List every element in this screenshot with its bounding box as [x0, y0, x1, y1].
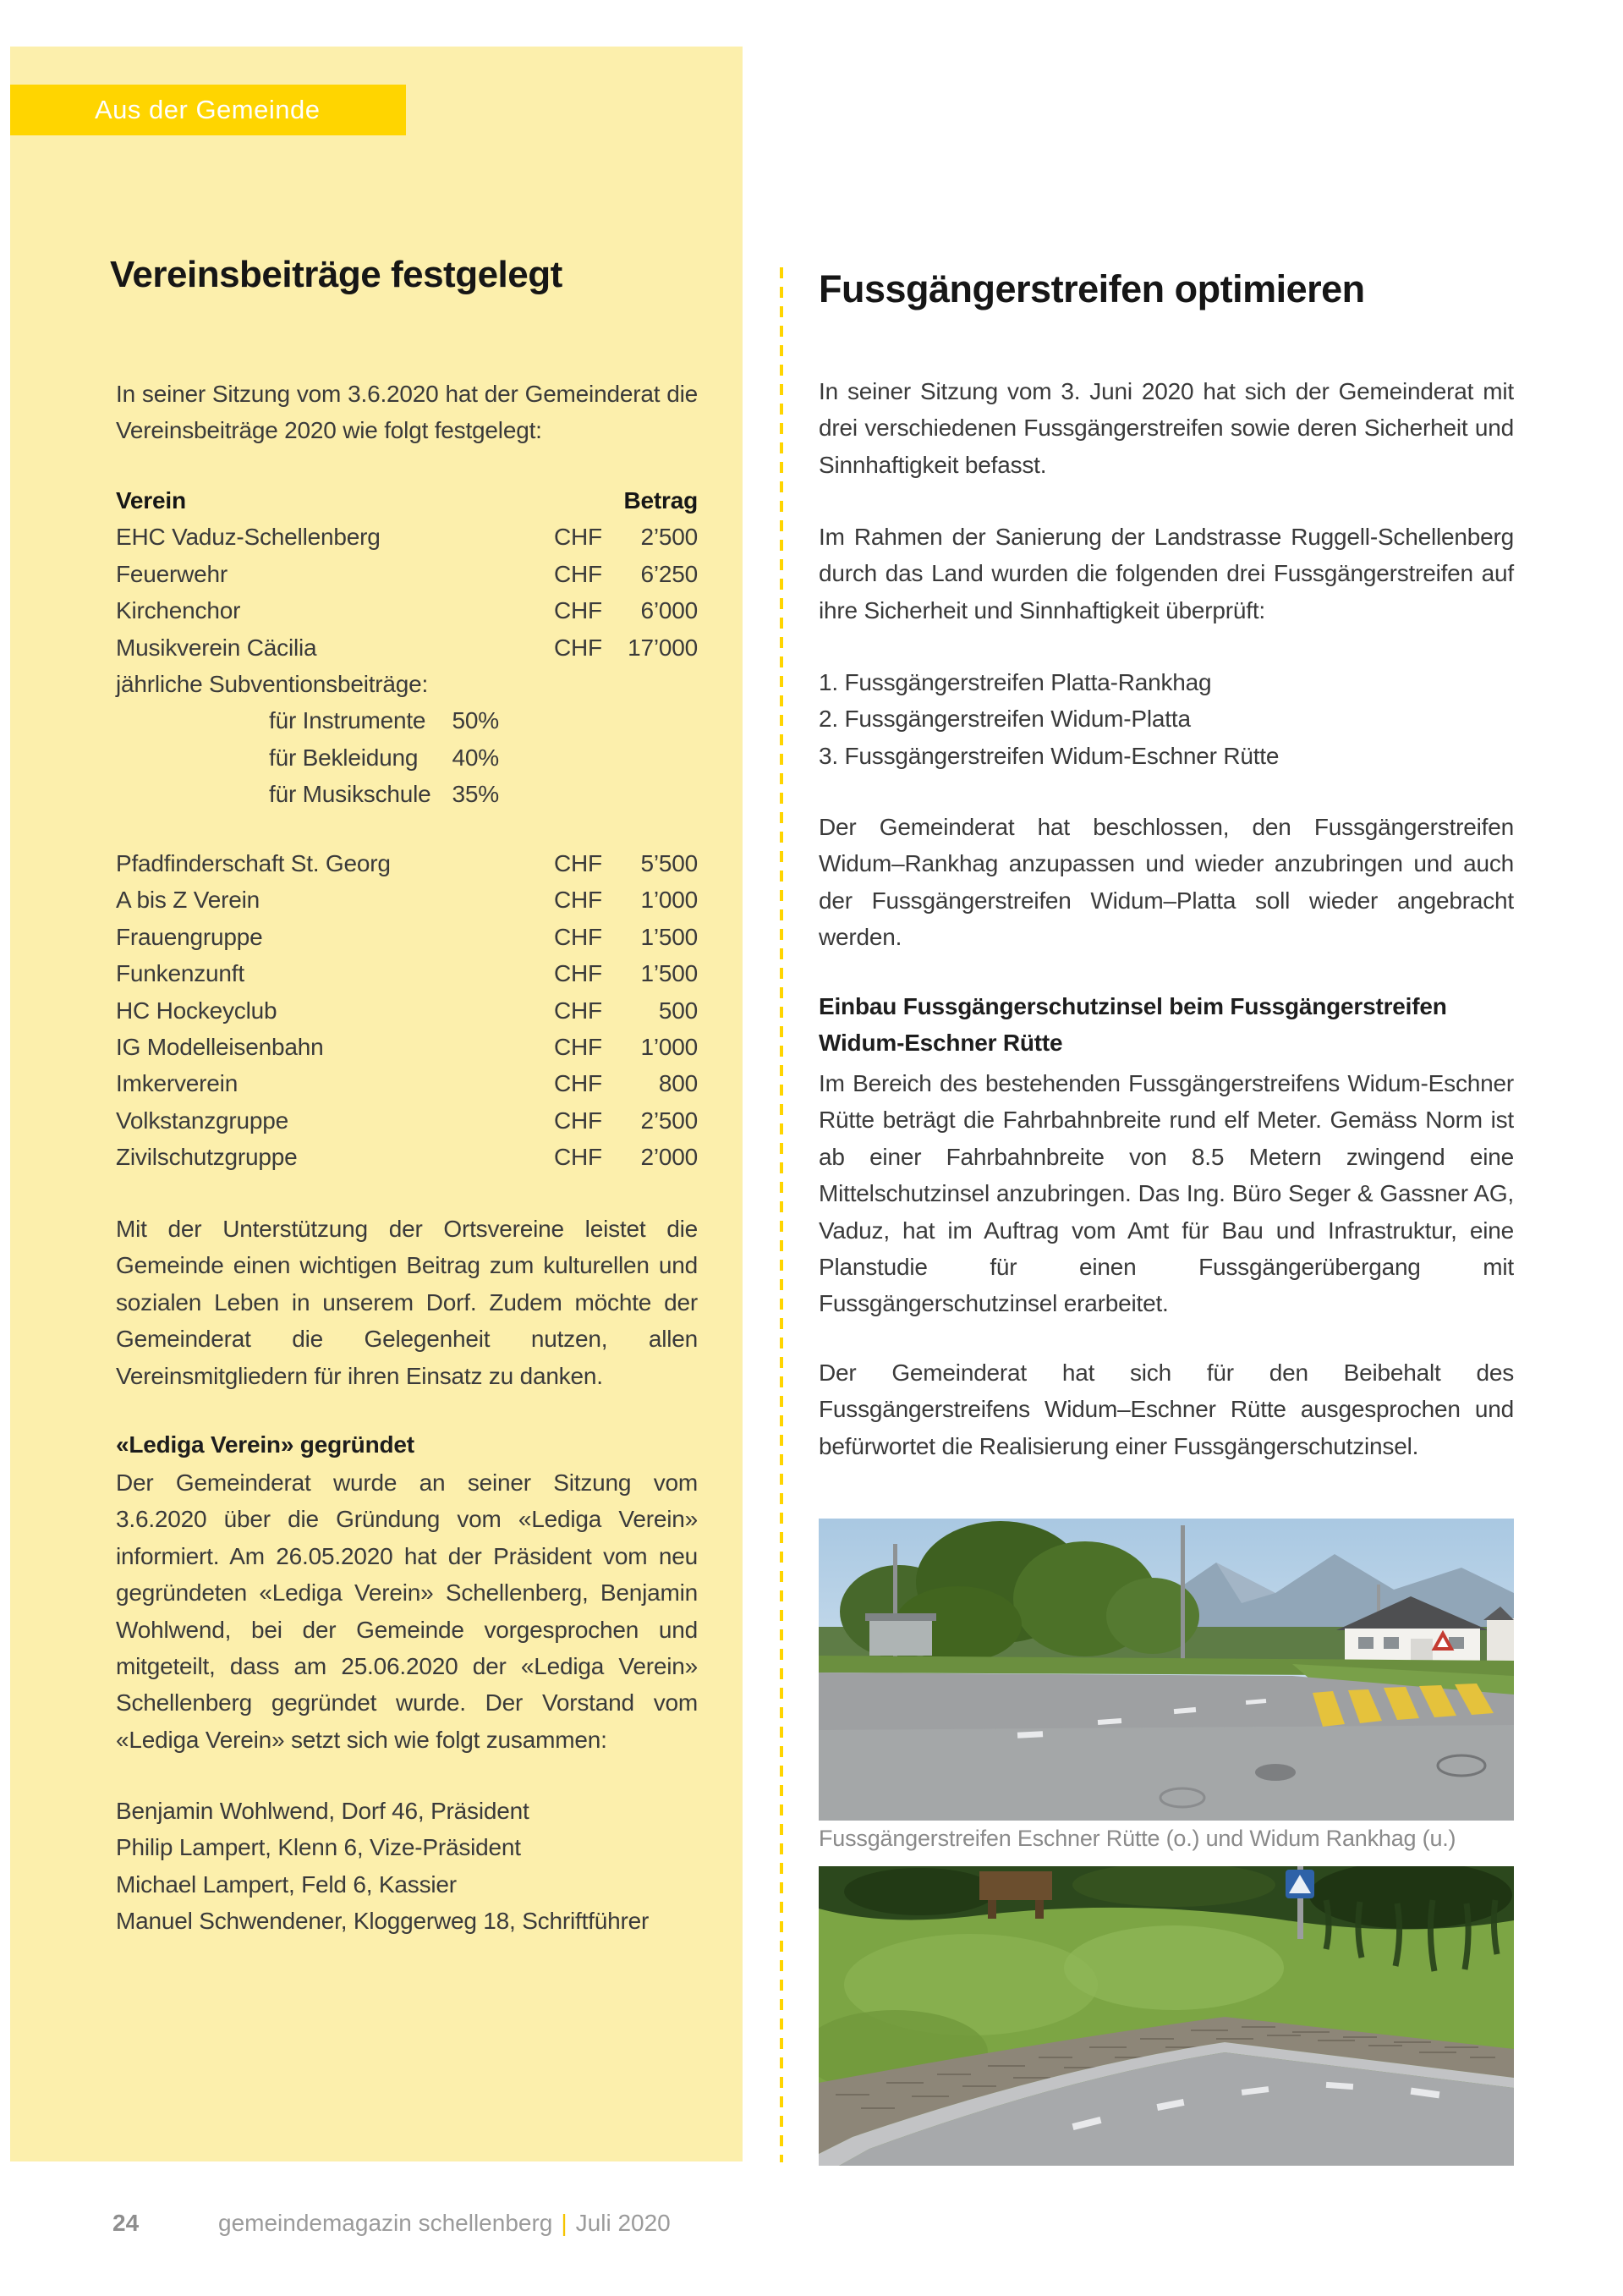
table-header-betrag: Betrag — [623, 487, 698, 514]
row-name: Pfadfinderschaft St. Georg — [116, 850, 391, 876]
subvention-name: für Musikschule — [269, 781, 431, 808]
row-currency: CHF — [554, 1107, 602, 1134]
row-name: Frauengruppe — [116, 923, 263, 950]
row-amount: 500 — [658, 997, 698, 1024]
page-number: 24 — [112, 2210, 140, 2236]
paragraph: Im Rahmen der Sanierung der Landstrasse Ruggell-Schellenberg durch das Land wurden die folgenden drei Fussgängerstreifen auf ihre Sicherheit und Sinnhaftigkeit überprüft: — [819, 524, 1514, 623]
row-currency: CHF — [554, 960, 602, 987]
board-member: Michael Lampert, Feld 6, Kassier — [116, 1870, 457, 1898]
row-amount: 1’000 — [640, 1034, 698, 1061]
row-currency: CHF — [554, 597, 602, 624]
row-currency: CHF — [554, 1144, 602, 1171]
row-name: A bis Z Verein — [116, 887, 260, 914]
row-amount: 2’500 — [640, 524, 698, 551]
subheading: Einbau Fussgängerschutzinsel beim Fussgängerstreifen Widum-Eschner Rütte — [819, 993, 1447, 1057]
row-name: EHC Vaduz-Schellenberg — [116, 524, 381, 551]
row-currency: CHF — [554, 923, 602, 950]
column-divider-dashed — [780, 267, 783, 2162]
list-item: 2. Fussgängerstreifen Widum-Platta — [819, 706, 1191, 733]
row-amount: 6’250 — [640, 560, 698, 587]
footer-issue: Juli 2020 — [575, 2210, 671, 2236]
subvention-row — [269, 702, 499, 739]
subvention-name: für Bekleidung — [269, 744, 419, 771]
row-name: Kirchenchor — [116, 597, 241, 624]
footer-separator: | — [561, 2210, 568, 2236]
paragraph: Der Gemeinderat hat beschlossen, den Fussgängerstreifen Widum–Rankhag anzupassen und wieder anzubringen und auch der Fussgängerstreifen Widum–Platta soll wieder angebracht werden. — [819, 814, 1514, 951]
row-amount: 5’500 — [640, 850, 698, 876]
footer — [218, 2210, 671, 2237]
table-row — [116, 519, 698, 555]
row-amount: 2’500 — [640, 1107, 698, 1134]
row-name: HC Hockeyclub — [116, 997, 277, 1024]
table-header-row — [116, 482, 698, 519]
paragraph: Der Gemeinderat hat sich für den Beibehalt des Fussgängerstreifens Widum–Eschner Rütte ausgesprochen und befürwortet die Realisierung einer Fussgängerschutzinsel. — [819, 1359, 1514, 1459]
photo-eschner-ruette-illustration — [819, 1519, 1514, 1821]
row-currency: CHF — [554, 524, 602, 551]
table-row — [116, 1065, 698, 1101]
footer-magazine: gemeindemagazin schellenberg — [218, 2210, 553, 2236]
table-header-verein: Verein — [116, 487, 186, 514]
table-row — [116, 955, 698, 991]
contributions-table — [116, 482, 698, 813]
paragraph: In seiner Sitzung vom 3. Juni 2020 hat sich der Gemeinderat mit drei verschiedenen Fussgängerstreifen sowie deren Sicherheit und Sinnhaftigkeit befasst. — [819, 378, 1514, 478]
row-name: Imkerverein — [116, 1070, 239, 1097]
contributions-table-continued — [116, 845, 698, 1176]
row-name: Musikverein Cäcilia — [116, 634, 317, 661]
row-name: Funkenzunft — [116, 960, 244, 987]
board-member: Benjamin Wohlwend, Dorf 46, Präsident — [116, 1798, 529, 1824]
board-list — [116, 1793, 698, 1940]
lediga-paragraph: Der Gemeinderat wurde an seiner Sitzung vom 3.6.2020 über die Gründung vom «Lediga Verein» informiert. Am 26.05.2020 hat der Präsident vom neu gegründeten «Lediga Verein» Schellenberg, Benjamin Wohlwend, bei der Gemeinde vorgesprochen und mitgeteilt, dass am 25.06.2020 der «Lediga Verein» Schellenberg gegründet wurde. Der Vorstand vom «Lediga Verein» setzt sich wie folgt zusammen: — [116, 1469, 698, 1753]
board-member: Manuel Schwendener, Kloggerweg 18, Schriftführer — [116, 1908, 650, 1935]
lediga-heading: «Lediga Verein» gegründet — [116, 1431, 414, 1458]
row-currency: CHF — [554, 560, 602, 587]
photo-caption: Fussgängerstreifen Eschner Rütte (o.) und Widum Rankhag (u.) — [819, 1826, 1456, 1851]
table-row — [116, 556, 698, 592]
row-name: IG Modelleisenbahn — [116, 1034, 324, 1061]
row-amount: 2’000 — [640, 1144, 698, 1171]
subvention-value: 35% — [452, 781, 499, 808]
photo-eschner-ruette — [819, 1519, 1514, 1821]
row-amount: 6’000 — [640, 597, 698, 624]
subvention-label-row — [116, 666, 698, 702]
row-currency: CHF — [554, 997, 602, 1024]
subvention-value: 50% — [452, 707, 499, 734]
subvention-row — [269, 776, 499, 812]
photo-widum-rankhag — [819, 1866, 1514, 2166]
row-currency: CHF — [554, 850, 602, 876]
row-name: Zivilschutzgruppe — [116, 1144, 298, 1171]
row-currency: CHF — [554, 1034, 602, 1061]
left-article-intro: In seiner Sitzung vom 3.6.2020 hat der Gemeinderat die Vereinsbeiträge 2020 wie folgt festgelegt: — [116, 381, 698, 444]
table-row — [116, 919, 698, 955]
row-name: Volkstanzgruppe — [116, 1107, 289, 1134]
row-amount: 1’500 — [640, 960, 698, 987]
table-row — [116, 845, 698, 882]
row-amount: 800 — [658, 1070, 698, 1097]
section-tag-label: Aus der Gemeinde — [95, 95, 321, 124]
list-item: 1. Fussgängerstreifen Platta-Rankhag — [819, 669, 1212, 695]
table-row — [116, 1102, 698, 1139]
photo-widum-rankhag-illustration — [819, 1866, 1514, 2166]
row-amount: 17’000 — [628, 634, 698, 661]
crossing-list — [819, 664, 1514, 774]
left-article-title: Vereinsbeiträge festgelegt — [110, 254, 562, 295]
table-row — [116, 992, 698, 1029]
row-currency: CHF — [554, 887, 602, 914]
section-tag-band — [10, 85, 406, 135]
table-row — [116, 629, 698, 666]
table-row — [116, 1139, 698, 1175]
row-currency: CHF — [554, 634, 602, 661]
row-amount: 1’500 — [640, 923, 698, 950]
subvention-row — [269, 739, 499, 776]
table-row — [116, 882, 698, 918]
subvention-label: jährliche Subventionsbeiträge: — [116, 671, 429, 698]
paragraph: Im Bereich des bestehenden Fussgängerstreifens Widum-Eschner Rütte beträgt die Fahrbahnbreite rund elf Meter. Gemäss Norm ist ab einer Fahrbahnbreite von 8.5 Metern zwingend eine Mittelschutzinsel anzubringen. Das Ing. Büro Seger & Gassner AG, Vaduz, hat im Auftrag vom Amt für Bau und Infrastruktur, eine Planstudie für einen Fussgängerübergang mit Fussgängerschutzinsel erarbeitet. — [819, 1070, 1514, 1317]
table-row — [116, 592, 698, 629]
row-currency: CHF — [554, 1070, 602, 1097]
subvention-name: für Instrumente — [269, 707, 426, 734]
subvention-value: 40% — [452, 744, 499, 771]
right-article-title: Fussgängerstreifen optimieren — [819, 267, 1365, 310]
table-row — [116, 1029, 698, 1065]
list-item: 3. Fussgängerstreifen Widum-Eschner Rütte — [819, 742, 1280, 769]
row-amount: 1’000 — [640, 887, 698, 914]
row-name: Feuerwehr — [116, 560, 228, 587]
thanks-paragraph: Mit der Unterstützung der Ortsvereine leistet die Gemeinde einen wichtigen Beitrag zum kulturellen und sozialen Leben in unserem Dorf. Zudem möchte der Gemeinderat die Gelegenheit nutzen, allen Vereinsmitgliedern für ihren Einsatz zu danken. — [116, 1216, 698, 1389]
board-member: Philip Lampert, Klenn 6, Vize-Präsident — [116, 1834, 521, 1861]
